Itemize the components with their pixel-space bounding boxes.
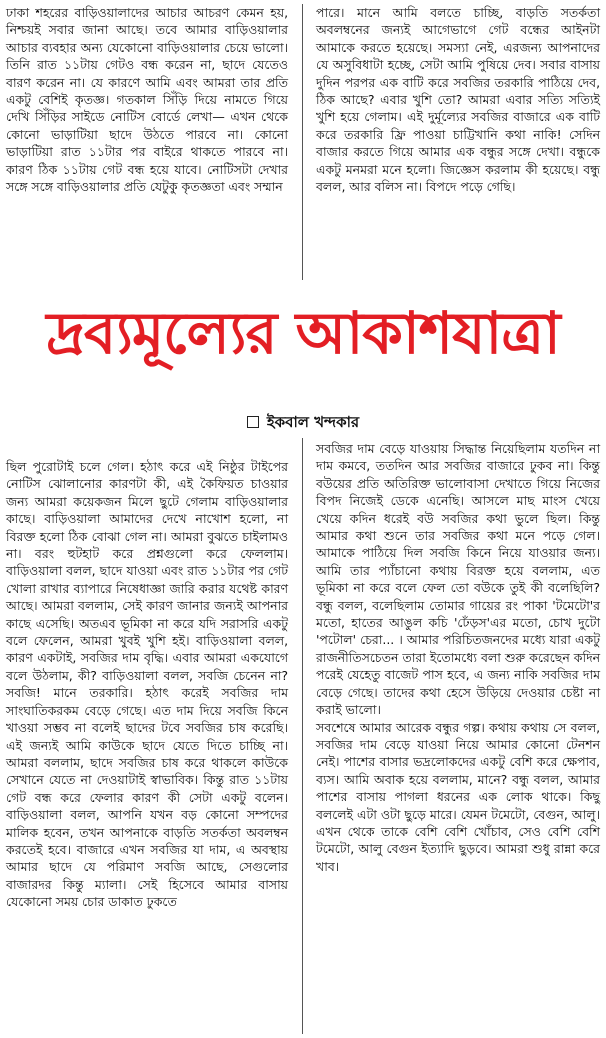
paragraph: ঢাকা শহরের বাড়িওয়ালাদের আচার আচরণ কেমন হয়, নিশ্চয়ই সবার জানা আছে। তবে আমার বাড়িওয়ালার আচার ব্যবহার অন্য যেকোনো বাড়িওয়ালার চেয়ে ভালো। তিনি রাত ১১টায় গেটও বন্ধ করেন না, ছাদে যেতেও বারণ করেন না। যে কারণে আমি এবং আমরা তার প্রতি একটু বেশিই কৃতজ্ঞ। গতকাল সিঁড়ি দিয়ে নামতে গিয়ে দেখি সিঁড়ির সাইডে নোটিস বোর্ডে লেখা— এখন থেকে কোনো ভাড়াটিয়া ছাদে উঠতে পারবে না। কোনো ভাড়াটিয়া রাত ১১টার পর বাইরে থাকতে পারবে না। কারণ ঠিক ১১টায় গেট বন্ধ হয়ে যাবে। নোটিসটা দেখার সঙ্গে সঙ্গে বাড়িওয়ালার প্রতি যেটুকু কৃতজ্ঞতা এবং সম্মান (6, 5, 288, 195)
column-bottom-right (316, 440, 600, 875)
column-divider (302, 4, 303, 280)
paragraph: ছিল পুরোটাই চলে গেল। হঠাৎ করে এই নিষ্ঠুর টাইপের নোটিস ঝোলানোর কারণটা কী, এই কৈফিয়ত চাওয়ার জন্য আমরা কয়েকজন মিলে ছুটে গেলাম বাড়িওয়ালার কাছে। বাড়িওয়ালা আমাদের দেখে নাখোশ হলো, না বিরক্ত হলো ঠিক বোঝা গেল না। আমরা বুঝতে চাইলামও না। বরং হুটহাট করে প্রশ্নগুলো করে ফেললাম। বাড়িওয়ালা বলল, ছাদে যাওয়া এবং রাত ১১টার পর গেট খোলা রাখার ব্যাপারে নিষেধাজ্ঞা জারি করার যথেষ্ট কারণ আছে। আমরা বললাম, সেই কারণ জানার জন্যই আপনার কাছে এসেছি। অতএব ভূমিকা না করে যদি সরাসরি একটু বলে ফেলেন, আমরা খুবই খুশি হই। বাড়িওয়ালা বলল, কারণ একটাই, সবজির দাম বৃদ্ধি। এবার আমরা একযোগে বলে উঠলাম, কী? বাড়িওয়ালা বলল, সবজি চেনেন না? সবজি! মানে তরকারি। হঠাৎ করেই সবজির দাম সাংঘাতিকরকম বেড়ে গেছে। এত দাম দিয়ে সবজি কিনে খাওয়া সম্ভব না বলেই ছাদের টবে সবজির চাষ করেছি। এই জন্যই আমি কাউকে ছাদে যেতে দিতে চাচ্ছি না। আমরা বললাম, ছাদে সবজির চাষ করে থাকলে কাউকে সেখানে যেতে না দেওয়াটাই স্বাভাবিক। কিন্তু রাত ১১টায় গেট বন্ধ করে ফেলার কারণ কী সেটা একটু বলেন। বাড়িওয়ালা বলল, আপনি যখন বড় কোনো সম্পদের মালিক হবেন, তখন আপনাকে বাড়তি সতর্কতা অবলম্বন করতেই হবে। বাজারে এখন সবজির যা দাম, এ অবস্থায় আমার ছাদে যে পরিমাণ সবজি আছে, সেগুলোর বাজারদর কিন্তু ম্যালা। সেই হিসেবে আমার বাসায় যেকোনো সময় চোর ডাকাত ঢুকতে (6, 459, 288, 910)
column-divider (302, 438, 303, 1034)
column-bottom-left (6, 458, 288, 911)
byline (0, 412, 606, 432)
article-title: দ্রব্যমূল্যের আকাশযাত্রা (46, 299, 560, 367)
paragraph: পারে। মানে আমি বলতে চাচ্ছি, বাড়তি সতর্কতা অবলম্বনের জন্যই আগেভাগে গেট বন্ধের আইনটা আমাকে করতে হয়েছে। সমস্যা নেই, এরজন্য আপনাদের যে অসুবিধাটা হচ্ছে, সেটা আমি পুষিয়ে দেব। সবার বাসায় দুদিন পরপর এক বাটি করে সবজির তরকারি পাঠিয়ে দেব, ঠিক আছে? এবার খুশি তো? আমরা এবার সত্যি সত্যিই খুশি হয়ে গেলাম। এই দুর্মূল্যের সবজির বাজারে এক বাটি করে তরকারি ফ্রি পাওয়া চাট্টিখানি কথা নাকি! সেদিন বাজার করতে গিয়ে আমার এক বন্ধুর সঙ্গে দেখা। বন্ধুকে একটু মনমরা মনে হলো। জিজ্ঞেস করলাম কী হয়েছে। বন্ধু বলল, আর বলিস না। বিপদে পড়ে গেছি। (316, 5, 600, 195)
square-bullet-icon (247, 416, 259, 428)
author-name: ইকবাল খন্দকার (266, 413, 360, 431)
column-top-left (6, 4, 288, 195)
paragraph: সবজির দাম বেড়ে যাওয়ায় সিদ্ধান্ত নিয়েছিলাম যতদিন না দাম কমবে, ততদিন আর সবজির বাজারে ঢুকব না। কিন্তু বউয়ের প্রতি অতিরিক্ত ভালোবাসা দেখাতে গিয়ে নিজের বিপদ নিজেই ডেকে এনেছি। আসলে মাছ মাংস খেয়ে খেয়ে কদিন ধরেই বউ সবজির কথা ভুলে ছিল। কিন্তু আমার কথা শুনে তার সবজির কথা মনে পড়ে গেল। আমাকে পাঠিয়ে দিল সবজি কিনে নিয়ে যাওয়ার জন্য। আমি তার প্যাঁচানো কথায় বিরক্ত হয়ে বললাম, এত ভূমিকা না করে বলে ফেল তো বউকে তুই কী বলেছিলি? বন্ধু বলল, বলেছিলাম তোমার গায়ের রং পাকা 'টমেটো'র মতো, হাতের আঙুল কচি 'ঢেঁড়স'এর মতো, চোখ দুটো 'পটোল' চেরা... । আমার পরিচিতজনদের মধ্যে যারা একটু রাজনীতিসচেতন তারা ইতোমধ্যে বলা শুরু করেছেন কদিন পরেই যেহেতু বাজেট পাস হবে, এ জন্য নাকি সবজির দাম বেড়ে গেছে। তাদের কথা হেসে উড়িয়ে দেওয়ার চেষ্টা না করাই ভালো। (316, 441, 600, 718)
paragraph: সবশেষে আমার আরেক বন্ধুর গল্প। কথায় কথায় সে বলল, সবজির দাম বেড়ে যাওয়া নিয়ে আমার কোনো টেনশন নেই। পাশের বাসার ভদ্রলোকদের একটু বেশি করে ক্ষেপাব, ব্যস। আমি অবাক হয়ে বললাম, মানে? বন্ধু বলল, আমার পাশের বাসায় পাগলা ধরনের এক লোক থাকে। কিছু বললেই এটা ওটা ছুড়ে মারে। যেমন টমেটো, বেগুন, আলু। এখন থেকে তাকে বেশি বেশি খোঁচাব, সেও বেশি বেশি টমেটো, আলু বেগুন ইত্যাদি ছুড়বে। আমরা শুধু রান্না করে খাব। (316, 719, 600, 874)
column-top-right (316, 4, 600, 195)
